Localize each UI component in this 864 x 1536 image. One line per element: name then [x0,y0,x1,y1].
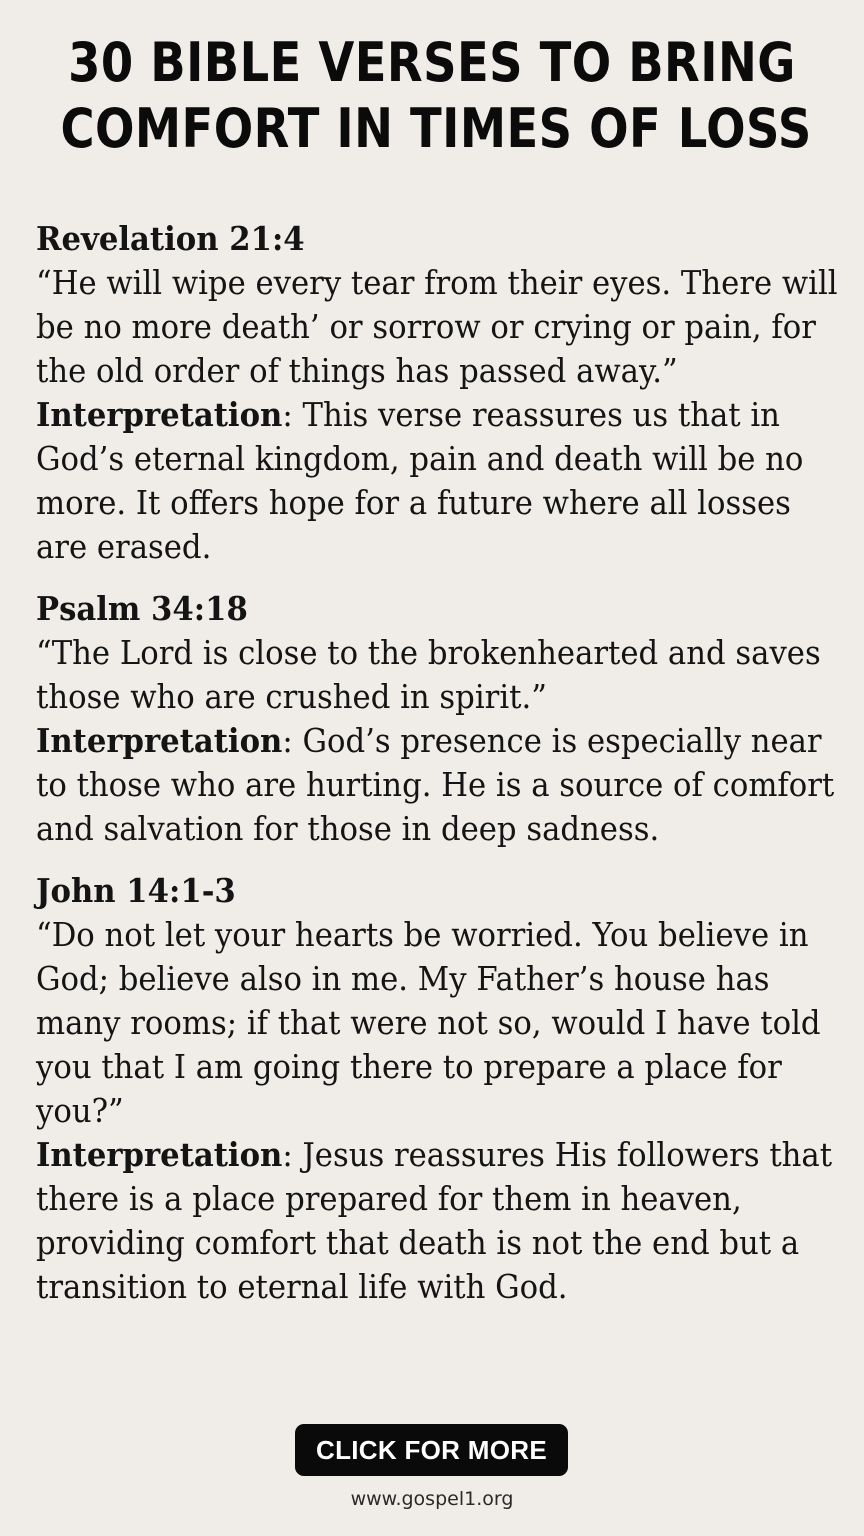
verse-reference: Psalm 34:18 [36,589,248,628]
verse-interpretation [36,719,845,851]
interpretation-text: : God’s presence is especially near to those who are hurting. He is a source of comfort and salvation for those in deep sadness. [36,721,835,848]
interpretation-label: Interpretation [36,721,283,760]
interpretation-text: : This verse reassures us that in God’s eternal kingdom, pain and death will be no more. It offers hope for a future where all losses are erased. [36,395,804,566]
title-line-2: COMFORT IN TIMES OF LOSS [60,97,812,160]
verse-interpretation [36,393,845,569]
page-title [60,30,812,162]
interpretation-label: Interpretation [36,1135,283,1174]
verse-item [36,217,845,569]
verse-quote: “The Lord is close to the brokenhearted and saves those who are crushed in spirit.” [36,633,821,716]
verse-interpretation [36,1133,845,1309]
click-for-more-button[interactable]: CLICK FOR MORE [295,1424,568,1476]
interpretation-text: : Jesus reassures His followers that there is a place prepared for them in heaven, providing comfort that death is not the end but a transition to eternal life with God. [36,1135,833,1306]
verse-reference: Revelation 21:4 [36,219,305,258]
verse-list [36,217,846,1309]
verse-quote: “Do not let your hearts be worried. You believe in God; believe also in me. My Father’s house has many rooms; if that were not so, would I have told you that I am going there to prepare a place for you?” [36,915,821,1130]
verse-quote: “He will wipe every tear from their eyes. There will be no more death’ or sorrow or crying or pain, for the old order of things has passed away.” [36,263,838,390]
title-line-1: 30 BIBLE VERSES TO BRING [68,31,796,94]
verse-item [36,587,845,851]
verse-item [36,869,845,1309]
interpretation-label: Interpretation [36,395,283,434]
verse-reference: John 14:1-3 [36,871,236,910]
website-url: www.gospel1.org [350,1488,514,1510]
